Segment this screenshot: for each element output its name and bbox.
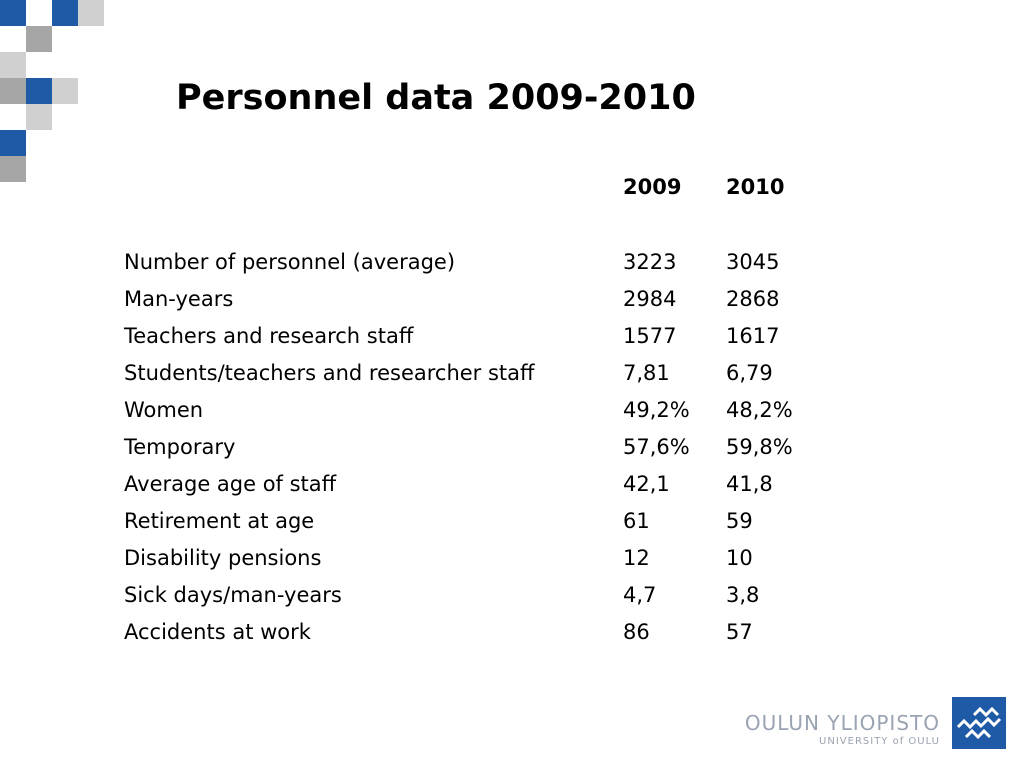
table-row <box>124 281 824 318</box>
row-label: Average age of staff <box>124 472 337 496</box>
table-row <box>124 318 824 355</box>
column-header-2009: 2009 <box>623 175 682 199</box>
decor-square <box>52 0 78 26</box>
decor-square <box>0 78 26 104</box>
row-label: Retirement at age <box>124 509 315 533</box>
value-2010: 10 <box>726 546 753 570</box>
value-2009: 4,7 <box>623 583 657 607</box>
value-2010: 57 <box>726 620 753 644</box>
decor-square <box>0 130 26 156</box>
university-logo-text <box>745 711 940 749</box>
decor-square <box>78 0 104 26</box>
row-label: Women <box>124 398 204 422</box>
value-2010: 3,8 <box>726 583 760 607</box>
table-row <box>124 244 824 281</box>
slide-title: Personnel data 2009-2010 <box>176 78 696 118</box>
table-row <box>124 614 824 651</box>
table-row <box>124 540 824 577</box>
decor-square <box>0 52 26 78</box>
row-label: Number of personnel (average) <box>124 250 456 274</box>
value-2009: 2984 <box>623 287 677 311</box>
table-row <box>124 355 824 392</box>
table-row <box>124 392 824 429</box>
decor-square <box>26 104 52 130</box>
decor-square <box>0 0 26 26</box>
row-label: Sick days/man-years <box>124 583 342 607</box>
logo-name: OULUN YLIOPISTO <box>744 711 940 735</box>
decor-square <box>0 156 26 182</box>
value-2009: 12 <box>623 546 650 570</box>
table-row <box>124 429 824 466</box>
value-2010: 2868 <box>726 287 780 311</box>
row-label: Teachers and research staff <box>124 324 414 348</box>
value-2009: 57,6% <box>623 435 690 459</box>
row-label: Accidents at work <box>124 620 311 644</box>
table-row <box>124 503 824 540</box>
value-2009: 86 <box>623 620 650 644</box>
value-2010: 6,79 <box>726 361 773 385</box>
decor-square <box>52 78 78 104</box>
value-2009: 42,1 <box>623 472 670 496</box>
row-label: Temporary <box>124 435 236 459</box>
value-2009: 49,2% <box>623 398 690 422</box>
university-logo-icon <box>952 697 1006 749</box>
logo-subtitle: UNIVERSITY of OULU <box>819 736 940 747</box>
column-header-2010: 2010 <box>726 175 785 199</box>
decor-square <box>26 26 52 52</box>
personnel-table <box>124 244 824 651</box>
decor-square <box>26 78 52 104</box>
value-2010: 41,8 <box>726 472 773 496</box>
value-2010: 3045 <box>726 250 780 274</box>
row-label: Students/teachers and researcher staff <box>124 361 535 385</box>
value-2010: 48,2% <box>726 398 793 422</box>
value-2010: 59,8% <box>726 435 793 459</box>
row-label: Disability pensions <box>124 546 322 570</box>
value-2009: 3223 <box>623 250 677 274</box>
value-2009: 1577 <box>623 324 677 348</box>
value-2010: 59 <box>726 509 753 533</box>
table-row <box>124 577 824 614</box>
value-2010: 1617 <box>726 324 780 348</box>
table-row <box>124 466 824 503</box>
value-2009: 61 <box>623 509 650 533</box>
row-label: Man-years <box>124 287 234 311</box>
value-2009: 7,81 <box>623 361 670 385</box>
